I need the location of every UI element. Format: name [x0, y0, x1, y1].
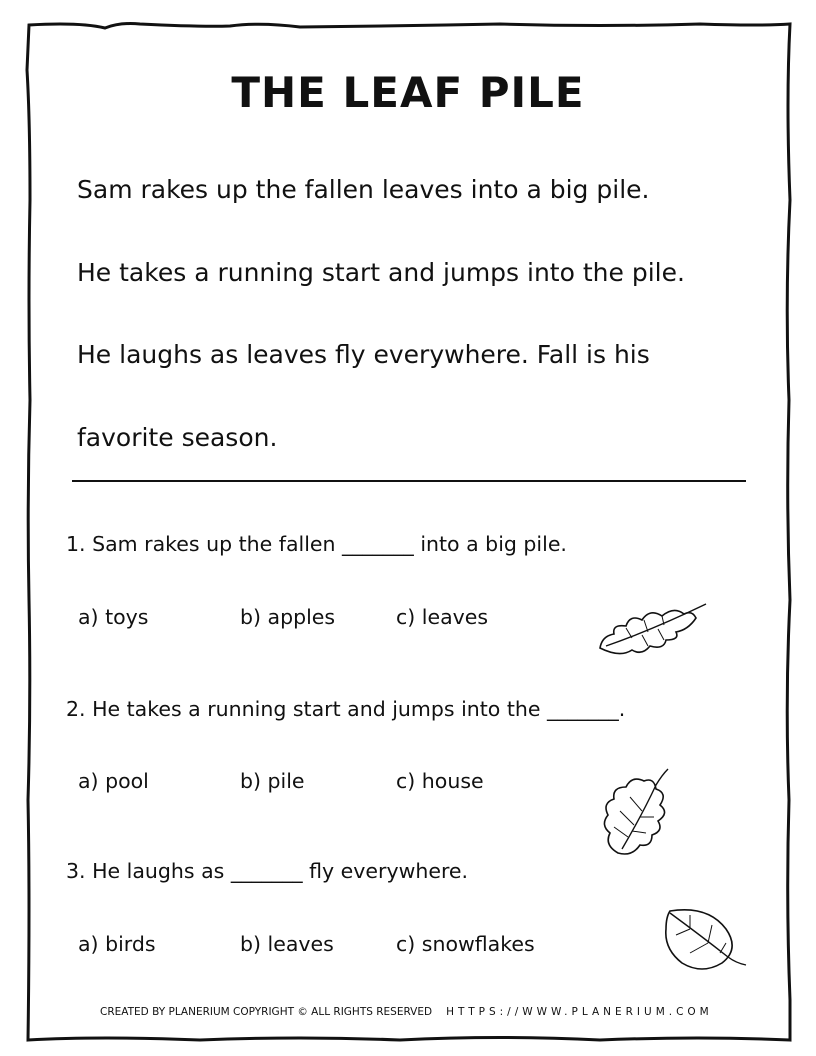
- option-1c[interactable]: c) leaves: [396, 605, 489, 629]
- footer: [100, 1006, 720, 1018]
- option-2c[interactable]: c) house: [396, 769, 484, 793]
- question-2: 2. He takes a running start and jumps into the _______.: [66, 697, 626, 721]
- round-leaf-icon: [660, 905, 750, 975]
- oak-leaf-icon: [592, 600, 712, 660]
- oak-leaf-icon: [598, 765, 678, 860]
- page-title: THE LEAF PILE: [231, 68, 585, 117]
- option-1a[interactable]: a) toys: [78, 605, 149, 629]
- option-3b[interactable]: b) leaves: [240, 932, 334, 956]
- question-1: 1. Sam rakes up the fallen _______ into a big pile.: [66, 532, 567, 556]
- story-line: favorite season.: [77, 423, 278, 452]
- option-2b[interactable]: b) pile: [240, 769, 305, 793]
- option-2a[interactable]: a) pool: [78, 769, 149, 793]
- footer-credit: CREATED BY PLANERIUM COPYRIGHT © ALL RIGHTS RESERVED: [100, 1006, 433, 1018]
- story-line: He laughs as leaves fly everywhere. Fall is his: [77, 340, 650, 369]
- divider: [72, 480, 746, 482]
- story-line: He takes a running start and jumps into the pile.: [77, 258, 685, 287]
- question-3: 3. He laughs as _______ fly everywhere.: [66, 859, 469, 883]
- option-1b[interactable]: b) apples: [240, 605, 336, 629]
- footer-url[interactable]: HTTPS://WWW.PLANERIUM.COM: [446, 1006, 713, 1018]
- option-3c[interactable]: c) snowflakes: [396, 932, 535, 956]
- story-line: Sam rakes up the fallen leaves into a big pile.: [77, 175, 650, 204]
- option-3a[interactable]: a) birds: [78, 932, 156, 956]
